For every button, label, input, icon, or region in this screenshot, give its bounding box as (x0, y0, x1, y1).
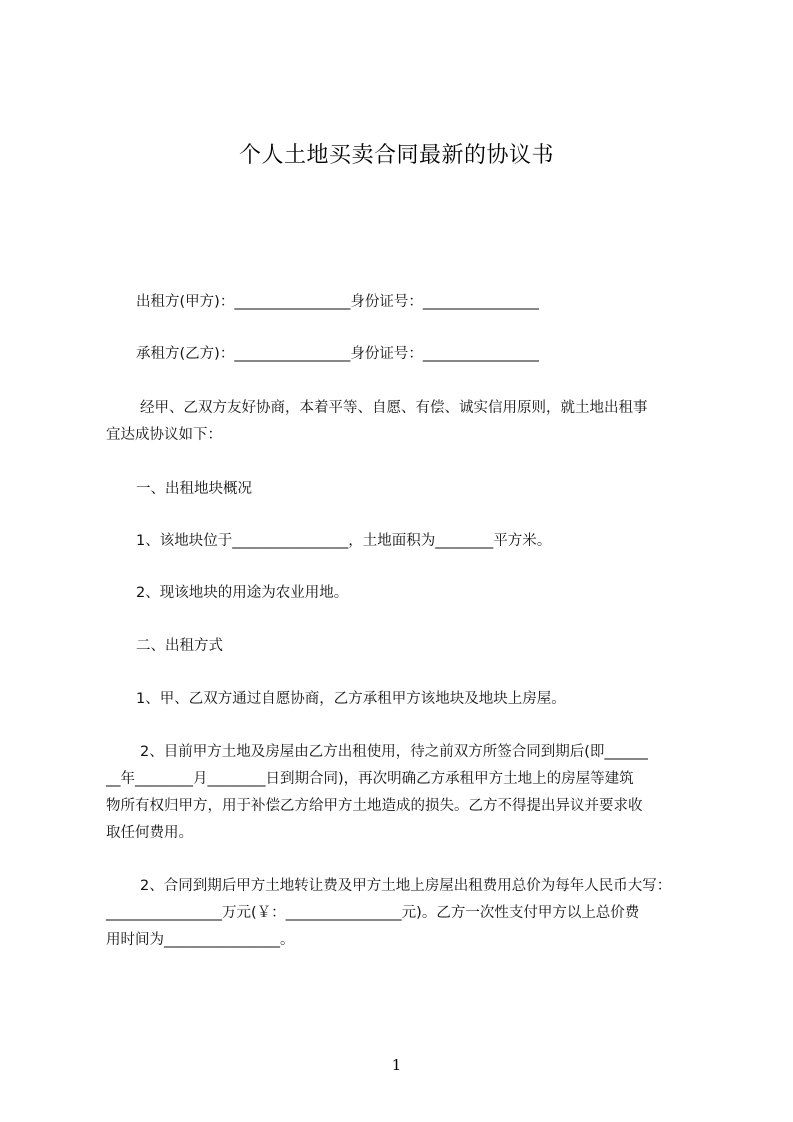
clause-2-1 (136, 687, 566, 712)
clause-1-2 (136, 581, 348, 606)
clause-2-2-line-1 (140, 740, 648, 765)
clause-2-2-text-1: 2、目前甲方土地及房屋由乙方出租使用，待之前双方所签合同到期后(即______ (140, 744, 648, 760)
clause-2-3-text-2: ________________万元(￥：________________元)。乙方一次性支付甲方以上总价费 (106, 905, 640, 921)
clause-1-2-text: 2、现该地块的用途为农业用地。 (136, 585, 349, 601)
section-heading-1-text: 一、出租地块概况 (136, 481, 252, 497)
intro-text-2: 宜达成协议如下： (106, 427, 222, 443)
party-b-text: 承租方(乙方)：________________身份证号：________________ (136, 346, 539, 362)
clause-2-2-text-3: 物所有权归甲方，用于补偿乙方给甲方土地造成的损失。乙方不得提出异议并要求收 (106, 798, 643, 814)
clause-2-2-text-4: 取任何费用。 (106, 825, 193, 841)
clause-2-2-line-3 (106, 794, 643, 819)
clause-2-3-line-3 (106, 928, 295, 953)
section-heading-1 (136, 477, 252, 502)
intro-paragraph-line-2 (106, 423, 222, 448)
clause-2-1-text: 1、甲、乙双方通过自愿协商，乙方承租甲方该地块及地块上房屋。 (136, 691, 566, 707)
clause-2-3-text-3: 用时间为________________。 (106, 932, 295, 948)
clause-2-3-line-1 (140, 874, 671, 899)
page-number: 1 (391, 1056, 402, 1074)
intro-text-1: 经甲、乙双方友好协商，本着平等、自愿、有偿、诚实信用原则，就土地出租事 (140, 400, 648, 416)
clause-2-3-text-1: 2、合同到期后甲方土地转让费及甲方土地上房屋出租费用总价为每年人民币大写： (140, 878, 672, 894)
section-heading-2 (136, 634, 223, 659)
party-a-line (136, 290, 539, 315)
clause-2-2-line-4 (106, 821, 193, 846)
clause-1-1 (136, 529, 551, 554)
clause-2-2-text-2: __年________月________日到期合同)，再次明确乙方承租甲方土地上的房屋等建筑 (106, 771, 634, 787)
party-a-text: 出租方(甲方)：________________身份证号：________________ (136, 294, 539, 310)
clause-2-3-line-2 (106, 901, 639, 926)
clause-1-1-text: 1、该地块位于________________，土地面积为________平方米。 (136, 533, 552, 549)
document-title: 个人土地买卖合同最新的协议书 (238, 143, 554, 168)
intro-paragraph-line-1 (140, 396, 648, 421)
party-b-line (136, 342, 539, 367)
clause-2-2-line-2 (106, 767, 634, 792)
section-heading-2-text: 二、出租方式 (136, 638, 223, 654)
